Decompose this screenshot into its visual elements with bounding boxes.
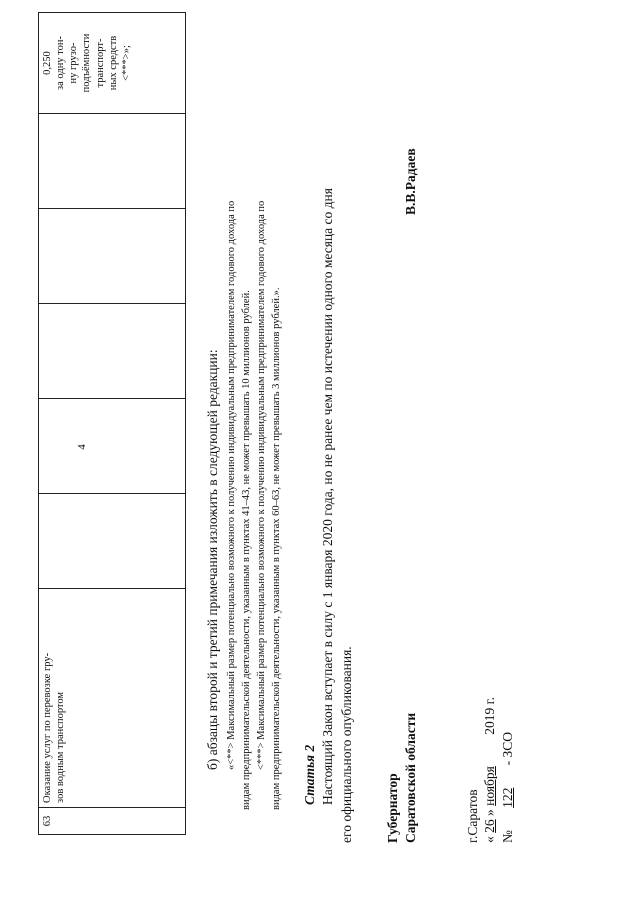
date-year: 2019 г. bbox=[482, 696, 497, 735]
table-row bbox=[39, 13, 186, 835]
note-2-line: «<**> Максимальный размер потенциально возможного к получению индивидуальным предпринимателем годового дохода по bbox=[226, 200, 237, 770]
rate-text-line: подъёмности bbox=[81, 33, 93, 93]
date-close-quote: » bbox=[482, 809, 497, 816]
activity-name-line: Оказание услуг по перевозке гру- bbox=[42, 652, 53, 803]
date-open-quote: « bbox=[482, 836, 497, 843]
empty-cell bbox=[39, 494, 186, 589]
note-2-line: видам предпринимательской деятельности, указанным в пунктах 41–43, не может превышать 10 миллионов рублей. bbox=[241, 290, 252, 810]
rate-text-line: <***>»; bbox=[120, 45, 132, 81]
number-value: 122 bbox=[500, 787, 515, 808]
rate-text-line: ну грузо- bbox=[68, 42, 80, 84]
rate-cell bbox=[39, 13, 186, 114]
rate-value: 0,250 bbox=[42, 51, 53, 75]
article-title: Статья 2 bbox=[302, 744, 317, 805]
city: г.Саратов bbox=[465, 789, 480, 843]
activity-name-line: зов водным транспортом bbox=[55, 691, 67, 803]
rate-text-line: транспорт- bbox=[94, 38, 106, 88]
governor-region: Саратовской области bbox=[403, 712, 418, 843]
signing-date bbox=[482, 697, 498, 843]
empty-cell bbox=[39, 304, 186, 399]
row-number-cell: 63 bbox=[39, 808, 186, 835]
number-suffix: - ЗСО bbox=[500, 731, 515, 766]
law-number bbox=[500, 732, 516, 843]
number-sign: № bbox=[500, 830, 515, 843]
rate-text-line: за одну тон- bbox=[55, 35, 67, 91]
page-number: 4 bbox=[76, 444, 88, 450]
paragraph-b: б) абзацы второй и третий примечания изложить в следующей редакции: bbox=[205, 349, 220, 770]
note-3-line: <***> Максимальный размер потенциально возможного к получению индивидуальным предпринимателем годового дохода по bbox=[256, 200, 267, 770]
governor-title: Губернатор bbox=[385, 773, 400, 843]
empty-cell bbox=[39, 399, 186, 494]
rate-text-line: ных средств bbox=[107, 35, 119, 91]
empty-cell bbox=[39, 114, 186, 209]
date-day: 26 bbox=[482, 819, 497, 833]
date-month: ноября bbox=[482, 766, 497, 806]
activity-name-cell bbox=[39, 589, 186, 808]
note-3-line: видам предпринимательской деятельности, указанным в пунктах 60–63, не может превышать 3 миллионов рублей.». bbox=[271, 287, 282, 810]
article-text-line: его официального опубликования. bbox=[339, 646, 354, 843]
empty-cell bbox=[39, 209, 186, 304]
signatory-name: В.В.Радаев bbox=[403, 148, 418, 215]
tax-table bbox=[38, 12, 186, 835]
article-text-line: Настоящий Закон вступает в силу с 1 января 2020 года, но не ранее чем по истечении одного месяца со дня bbox=[320, 188, 335, 805]
